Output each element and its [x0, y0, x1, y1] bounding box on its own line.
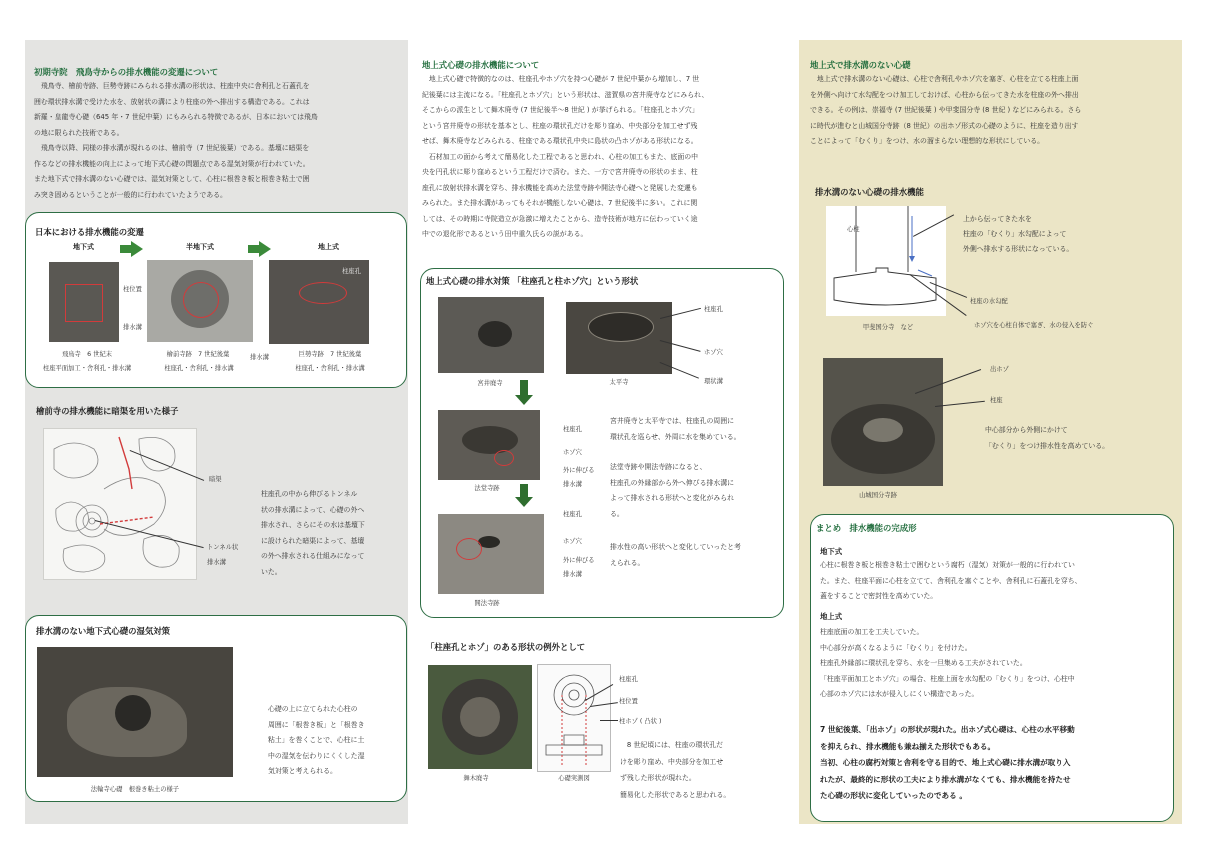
label-pillar: 心柱: [847, 226, 860, 233]
label-socket: 柱座孔: [342, 268, 361, 275]
maigi-drawing: [537, 664, 611, 772]
summary-sub-aboveground: 地上式: [820, 612, 843, 621]
horinji-caption: 法輪寺心礎 根巻き粘土の様子: [90, 786, 180, 793]
maigi-drawing-svg: [538, 665, 610, 771]
summary-body-underground: 心柱に根巻き板と根巻き粘土で囲むという腐朽（湿気）対策が一般的に行われてい た。また、柱座平面に心柱を立てて、舎利孔を塞ぐことや、舎利孔に石蓋孔を穿ち、 蓋をすることで密封性を高めていた。: [820, 561, 1082, 600]
measures-text-2: 法堂寺跡や開法寺跡になると、 柱座孔の外縁部から外へ伸びる排水溝に よって排水される形状へと変化がみられ る。: [610, 463, 735, 518]
no-drain-title: 排水溝のない地下式心礎の湿気対策: [36, 626, 170, 636]
label-socket-c: 柱座孔: [563, 511, 582, 518]
photo-hodo: [438, 410, 540, 480]
label-ext-b1: 外に伸びる: [563, 467, 595, 474]
diagram-title: 排水溝のない心礎の排水機能: [815, 187, 924, 197]
arrow-down-1: [520, 380, 528, 396]
measures-text-1: 宮井廃寺と太平寺では、柱座孔の周囲に 環状孔を巡らせ、外周に水を集めている。: [610, 417, 741, 441]
label-ex-socket: 柱座孔: [619, 676, 638, 683]
photo-yamashiro: [823, 358, 943, 486]
label-ext-c2: 排水溝: [563, 571, 582, 578]
section-title-aboveground: 地上式心礎の排水機能について: [422, 60, 540, 70]
yamashiro-text: 中心部分から外側にかけて 「むくり」をつけ排水性を高めている。: [985, 426, 1110, 450]
hinokuma-title: 檜前寺の排水機能に暗渠を用いた様子: [36, 406, 179, 416]
caption-drawing: 心礎実測図: [558, 775, 590, 782]
caption-yamashiro: 山城国分寺跡: [859, 492, 897, 499]
no-drain-above-text: 地上式で排水溝のない心礎は、心柱で舎利孔やホゾ穴を塞ぎ、心柱を立てる柱座上面 を外側へ向けて水勾配をつけ加工しておけば、心柱から伝ってきた水を柱座の外へ排出 できる。その例は、崇福寺 (7 世紀後葉 ) や甲斐国分寺 (8 世紀 ) などにみられる。さら に時代が進むと山城国分寺跡（8 世紀）の出ホゾ形式の心礎のように、柱座を造り出す ことによって「むくり」をつけ、水の溜まらない理想的な形状にしている。: [810, 75, 1082, 145]
highlight-ring: [183, 282, 219, 318]
photo-taihei: [566, 302, 672, 374]
exception-text: 8 世紀頃には、柱座の環状孔だ けを彫り窪め、中央部分を加工せ ず残した形状が現れた。 簡易化した形状であると思われる。: [620, 741, 731, 799]
arrow-right-icon: [131, 241, 143, 257]
caption-maigi: 舞木廃寺: [463, 775, 489, 782]
photo-asukadera: [49, 262, 119, 342]
label-column-position: 柱位置: [123, 286, 142, 293]
photo-kaiho: [438, 514, 544, 594]
diagram-drawing: [826, 206, 946, 316]
section-title-early-temples: 初期寺院 飛鳥寺からの排水機能の変遷について: [34, 67, 219, 77]
aboveground-text: 地上式心礎で特徴的なのは、柱座孔やホゾ穴を持つ心礎が 7 世紀中葉から増加し、7 世 紀後葉には主流になる。「柱座孔とホゾ穴」という形状は、滋賀県の宮井廃寺などにみられ、 そこからの派生として舞木廃寺 (7 世紀後半～8 世紀 ) が挙げられる。「柱座孔とホゾ穴」 という宮井廃寺の形状を基本とし、柱座の環状孔だけを彫り窪め、中央部分を加工せず残 せば、舞木廃寺などみられる、柱座である環状孔中央に島状の凸ホゾがある形状になる。 石材加工の面から考えて簡易化した工程であると思われ、心柱の加工もまた、底面の中 央を円孔状に彫り窪めるという工程だけで済む。また、一方で宮井廃寺の形状のまま、柱 座孔に放射状排水溝を穿ち、排水機能を高めた法堂寺跡や開法寺心礎へと発展した変遷も みられた。また排水溝があってもそれが機能しない心礎は、7 世紀後半に多い。これに関 しては、その時期に寺院造立が急激に増えたことから、造寺技術が地方に伝わっていく途 中での退化形であるという田中重久氏らの説がある。: [422, 75, 709, 238]
caption-kosedera-1: 巨勢寺跡 7 世紀後葉: [298, 351, 362, 358]
diagram-text: 上から伝ってきた水を 柱座の「むくり」水勾配によって 外側へ排水する形状になっている。: [963, 215, 1074, 253]
label-tunnel-2: 排水溝: [207, 559, 226, 566]
stage-underground: 地下式: [73, 243, 94, 251]
arrow-right-icon: [259, 241, 271, 257]
highlight-ellipse: [299, 282, 347, 304]
summary-conclusion: 7 世紀後葉、「出ホゾ」の形状が現れた。出ホゾ式心礎は、心柱の水平移動 を抑えられ、排水機能も兼ね揃えた形状でもある。 当初、心柱の腐朽対策と舎利を守る目的で、地上式心礎に排水溝が取り入 れたが、最終的に形状の工夫により排水溝がなくても、排水機能を持たせ た心礎の形状に変化していったのである 。: [820, 725, 1075, 800]
section-title-no-drain: 地上式で排水溝のない心礎: [810, 60, 911, 70]
caption-kosedera-2: 柱座孔・舎利孔・排水溝: [295, 365, 365, 372]
photo-maigi: [428, 665, 532, 769]
label-ring-a: 環状溝: [704, 378, 723, 385]
label-drain-1: 排水溝: [123, 324, 142, 331]
hinokuma-plan-drawing: [43, 428, 197, 580]
measures-title: 地上式心礎の排水対策 「柱座孔と柱ホゾ穴」という形状: [426, 276, 639, 286]
measures-text-3: 排水性の高い形状へと変化していったと考 えられる。: [610, 543, 741, 567]
arrow-down-2: [520, 484, 528, 498]
arrow-down-icon: [515, 497, 533, 507]
caption-hinokuma-2: 柱座孔・舎利孔・排水溝: [164, 365, 234, 372]
label-tenon-c: ホゾ穴: [563, 538, 582, 545]
label-ex-tenon: 柱ホゾ ( 凸状 ): [619, 718, 662, 725]
summary-body-aboveground: 柱座底面の加工を工夫していた。 中心部分が高くなるように「むくり」を付けた。 柱座孔外縁部に環状孔を穿ち、水を一旦集める工夫がされていた。 「柱座平面加工とホゾ穴」の場合、柱座上面を水勾配の「むくり」をつけ、心柱中 心部のホゾ穴には水が侵入しにくい構造であった。: [820, 628, 1075, 698]
summary-title: まとめ 排水機能の完成形: [816, 523, 917, 533]
hinokuma-text: 柱座孔の中から伸びるトンネル 状の排水溝によって、心礎の外へ 排水され、さらにその水は基壇下 に設けられた暗渠によって、基壇 の外へ排水される仕組みになって いた。: [261, 490, 365, 576]
caption-kaiho: 開法寺跡: [474, 600, 500, 607]
label-slope: 柱座の水勾配: [970, 298, 1008, 305]
label-ex-position: 柱位置: [619, 698, 638, 705]
caption-kai: 甲斐国分寺 など: [862, 324, 914, 331]
stage-aboveground: 地上式: [318, 243, 339, 251]
label-socket-a: 柱座孔: [704, 306, 723, 313]
no-drain-text: 心礎の上に立てられた心柱の 周囲に「根巻き板」と「根巻き 粘土」を巻くことで、心柱に土 中の湿気を伝わりにくくした湿 気対策と考えられる。: [268, 705, 365, 775]
photo-hinokuma: [147, 260, 253, 342]
label-drain-2: 排水溝: [250, 354, 269, 361]
label-block: ホゾ穴を心柱自体で塞ぎ、水の侵入を防ぐ: [974, 322, 1094, 329]
caption-asukadera-2: 柱座平面加工・舎利孔・排水溝: [42, 365, 132, 372]
label-tunnel-1: トンネル状: [207, 544, 239, 551]
arrow-down-icon: [515, 395, 533, 405]
summary-sub-underground: 地下式: [820, 547, 843, 556]
label-ext-b2: 排水溝: [563, 481, 582, 488]
caption-hodo: 法堂寺跡: [474, 485, 500, 492]
exception-title: 「柱座孔とホゾ」のある形状の例外として: [426, 642, 586, 652]
plan-drawing-svg: [44, 429, 196, 579]
diagram-svg: [826, 206, 946, 316]
label-socket-b: 柱座孔: [563, 426, 582, 433]
caption-hinokuma-1: 檜前寺跡 7 世紀後葉: [166, 351, 230, 358]
transition-title: 日本における排水機能の変遷: [35, 227, 144, 237]
label-tenon-a: ホゾ穴: [704, 349, 723, 356]
label-out-tenon: 出ホゾ: [990, 366, 1009, 373]
caption-taihei: 太平寺: [609, 379, 629, 386]
highlight-square: [65, 284, 103, 322]
label-base: 柱座: [990, 397, 1003, 404]
photo-horinji: [37, 647, 233, 777]
caption-miyai: 宮井廃寺: [477, 380, 503, 387]
label-culvert: 暗渠: [209, 476, 222, 483]
caption-asukadera-1: 飛鳥寺 6 世紀末: [61, 351, 113, 358]
photo-miyai: [438, 297, 544, 373]
early-temples-text: 飛鳥寺、檜前寺跡、巨勢寺跡にみられる排水溝の形状は、柱座中央に舎利孔と石蓋孔を 囲む環状排水溝で受けた水を、放射状の溝により柱座の外へ排出する構造である。これは 新羅・皇龍寺心礎（645 年・7 世紀中葉）にもみられる特徴であるが、日本においては飛鳥 の地に限られた技術である。 飛鳥寺以降、同様の排水溝が現れるのは、檜前寺（7 世紀後葉）である。基壇に暗渠を 作るなどの排水機能の向上によって地下式心礎の問題点である湿気対策が行われていた。 また地下式で排水溝のない心礎では、湿気対策として、心柱に根巻き板と根巻き粘土で囲 み突き固めるということが一般的に行われていたようである。: [34, 82, 318, 199]
label-ext-c1: 外に伸びる: [563, 557, 595, 564]
label-tenon-b: ホゾ穴: [563, 449, 582, 456]
stage-semi-underground: 半地下式: [186, 243, 214, 251]
